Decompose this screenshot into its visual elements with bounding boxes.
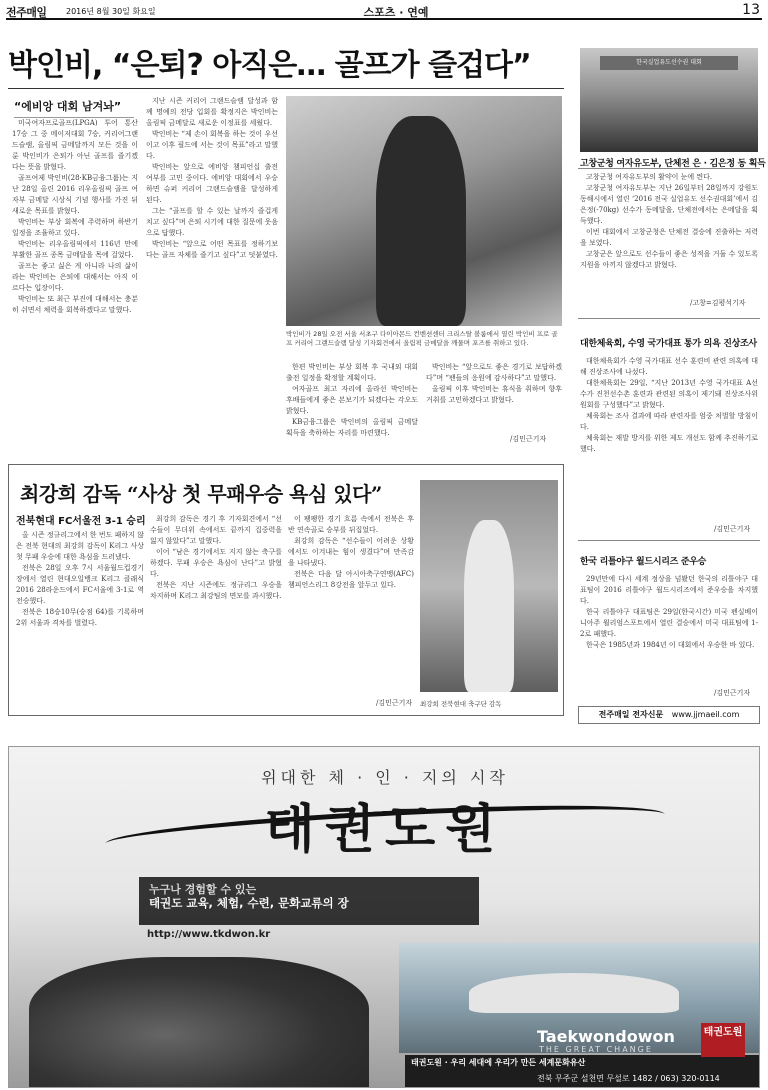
football-column-1 [16,530,144,708]
lead-column-2 [146,96,278,456]
football-headline: 최강희 감독 “사상 첫 무패우승 욕심 있다” [20,482,382,506]
ad-logo-wordmark: Taekwondowon [537,1027,675,1046]
paragraph: 고창군청 여자유도부의 활약이 눈에 띈다. [586,173,713,181]
ad-message-line-1: 누구나 경험할 수 있는 [149,883,257,896]
paragraph: 박인비는 “제 손이 회복을 하는 것이 우선이고 이후 필드에 서는 것이 목표”라고 말했다. [146,130,278,160]
coach-figure [464,520,514,692]
paragraph: 여자골프 최고 자리에 올라선 박인비는 후배들에게 좋은 본보기가 되겠다는 각오도 밝혔다. [286,385,418,415]
divider [578,540,760,541]
little-league-byline: /김민근기자 [714,689,751,697]
swimming-headline: 대한체육회, 수영 국가대표 통가 의욕 진상조사 [580,339,757,349]
paragraph: 박인비는 또 최근 부진에 대해서는 충분히 쉬면서 체력을 회복하겠다고 말했다. [12,295,138,314]
taekwondowon-advertisement[interactable] [8,746,760,1088]
football-byline: /김민근기자 [376,699,413,707]
paragraph: 박인비는 “앞으로 어떤 목표를 정하기보다는 골프 자체를 즐기고 싶다”고 덧붙였다. [146,240,278,259]
little-league-article-body [580,574,758,684]
paragraph: 최강희 감독은 “선수들이 어려운 상황에서도 이겨내는 힘이 생겼다”며 만족감을 나타냈다. [288,537,414,567]
e-paper-label: 전주매일 전자신문 [598,710,664,719]
divider [578,168,760,169]
paragraph: 최강희 감독은 경기 후 기자회견에서 “선수들이 무더위 속에서도 끝까지 집중력을 잃지 않았다”고 말했다. [150,515,282,545]
paragraph: 한편 박인비는 부상 회복 후 국내외 대회 출전 일정을 확정할 계획이다. [286,363,418,382]
ad-contact-info: 전북 무주군 설천면 무설로 1482 / 063) 320-0114 [537,1074,720,1083]
paragraph: 대한체육회는 29일, “지난 2013년 수영 국가대표 A선수가 진천선수촌 훈련과 관련된 의혹이 제기돼 진상조사위원회를 구성했다”고 밝혔다. [580,379,758,409]
divider [578,318,760,319]
paragraph: 올림픽 이후 박인비는 휴식을 취하며 향후 거취를 고민하겠다고 밝혔다. [426,385,562,404]
judo-team-photo [580,48,758,152]
issue-date: 2016년 8월 30일 화요일 [66,7,156,16]
paragraph: 골프는 좋고 싫은 게 아니라 나의 삶이라는 박인비는 은퇴에 대해서는 아직 이르다는 입장이다. [12,262,138,292]
football-column-2 [150,514,282,708]
paragraph: KB금융그룹은 박인비의 올림픽 금메달 획득을 축하하는 자리를 마련했다. [286,418,418,437]
ad-message-panel [139,877,479,925]
paragraph: 고창군은 앞으로도 선수들이 좋은 성적을 거둘 수 있도록 지원을 아끼지 않겠다고 밝혔다. [580,250,758,269]
paragraph: 전북은 지난 시즌에도 정규리그 우승을 차지하며 K리그 최강팀의 면모를 과시했다. [150,581,282,600]
lead-subhead: “에비앙 대회 남겨놔” [14,98,134,118]
paragraph: 한국은 1985년과 1984년 이 대회에서 우승한 바 있다. [586,641,755,649]
swimming-byline: /김민근기자 [714,525,751,533]
paragraph: 전북은 18승10무(승점 64)를 기록하며 2위 서울과 격차를 벌렸다. [16,608,144,627]
judo-event-banner: 한국실업유도선수권 대회 [600,56,738,70]
paragraph: 체육회는 재발 방지를 위한 제도 개선도 함께 추진하기로 했다. [580,434,758,453]
paragraph: 이 팽팽한 경기 흐름 속에서 전북은 후반 연속골로 승부를 뒤집었다. [288,515,414,534]
football-column-3 [288,514,414,694]
paragraph: 박인비는 부상 회복에 주력하며 하반기 일정을 조율하고 있다. [12,218,138,237]
paragraph: 박인비는 “앞으로도 좋은 경기로 보답하겠다”며 “팬들의 응원에 감사하다”고 말했다. [426,363,562,382]
ad-red-seal-logo: 태권도원 [701,1023,745,1057]
ad-brand-calligraphy: 태권도원 [264,799,506,860]
swimming-article-body [580,356,758,516]
ad-caption: 태권도원 · 우리 세대에 우리가 만든 세계문화유산 [411,1058,586,1067]
ad-slogan: THE GREAT CHANGE [539,1045,653,1054]
paragraph: 체육회는 조사 결과에 따라 관련자를 엄중 처벌할 방침이다. [580,412,758,431]
football-subhead: 전북현대 FC서울전 3-1 승리 [16,516,146,527]
paragraph: 이어 “남은 경기에서도 지지 않는 축구를 하겠다. 무패 우승은 욕심이 난다”고 밝혔다. [150,548,282,578]
paragraph: 대한체육회가 수영 국가대표 선수 훈련비 관련 의혹에 대해 진상조사에 나섰다. [580,357,758,376]
coach-photo-caption: 최강희 전북현대 축구단 감독 [420,700,502,708]
judo-byline: /고창=김평석기자 [690,299,746,307]
paragraph: 전북은 다음 달 아시아축구연맹(AFC) 챔피언스리그 8강전을 앞두고 있다. [288,570,414,589]
ad-tagline: 위대한 체 · 인 · 지의 시작 [261,768,509,787]
judo-article-body [580,172,758,294]
little-league-headline: 한국 리틀야구 월드시리즈 준우승 [580,557,707,567]
paragraph: 29년만에 다시 세계 정상을 넘봤던 한국의 리틀야구 대표팀이 2016 리틀야구 월드시리즈에서 준우승을 차지했다. [580,575,758,605]
lead-photo-caption: 박인비가 28일 오전 서울 서초구 다이아몬드 컨벤션센터 크리스탈 볼룸에서 열린 박인비 프로 골프 커리어 그랜드슬램 달성 기자회견에서 올림픽 금메달을 깨물며 포즈를 취하고 있다. [286,330,558,347]
paragraph: 올 시즌 정규리그에서 한 번도 패하지 않은 전북 현대의 최강희 감독이 K리그 사상 첫 무패 우승에 대한 욕심을 드러냈다. [16,531,144,561]
lead-byline: /김민근기자 [510,435,547,443]
judo-headline: 고창군청 여자유도부, 단체전 은 · 김은정 동 획득 [580,159,766,169]
lead-column-3 [286,362,418,456]
coach-photo [420,480,558,692]
paragraph: 지난 시즌 커리어 그랜드슬램 달성과 함께 명예의 전당 입회를 확정지은 박인비는 올림픽 금메달로 새로운 이정표를 세웠다. [146,97,278,127]
newspaper-logo: 전주매일 [6,6,47,19]
page-number: 13 [742,2,760,18]
paragraph: 전북은 28일 오후 7시 서울월드컵경기장에서 열린 현대오일뱅크 K리그 클래식 2016 28라운드에서 FC서울에 3-1로 역전승했다. [16,564,144,605]
paragraph: 박인비는 리우올림픽에서 116년 만에 부활한 골프 종목 금메달을 목에 걸었다. [12,240,138,259]
lead-column-4 [426,362,562,432]
paragraph: 골프여제 박인비(28·KB금융그룹)는 지난 28일 올린 2016 리우올림픽 골프 여자부 금메달 시상식 기념 행사를 가진 뒤 새로운 목표를 밝혔다. [12,174,138,215]
lead-divider [8,88,564,89]
e-paper-url[interactable]: www.jjmaeil.com [671,710,740,719]
e-paper-bar [578,706,760,724]
section-title: 스포츠 · 연예 [363,6,429,19]
paragraph: 그는 “골프를 할 수 있는 날까지 즐겁게 치고 싶다”며 은퇴 시기에 대한 질문에 웃음으로 답했다. [146,207,278,237]
lead-headline: 박인비, “은퇴? 아직은… 골프가 즐겁다” [8,48,531,83]
lead-photo [286,96,562,326]
ad-website-link[interactable]: http://www.tkdwon.kr [147,929,271,940]
paragraph: 한국 리틀야구 대표팀은 29일(한국시간) 미국 펜실베이니아주 윌리엄스포트에서 열린 결승에서 미국 대표팀에 1-2로 패했다. [580,608,758,638]
ad-training-hands-image [29,957,369,1087]
athlete-figure [376,116,466,326]
paragraph: 고창군청 여자유도부는 지난 26일부터 28일까지 강원도 동해시에서 열린 ‘2016 전국 실업유도 선수권대회’에서 김은정(-70kg) 선수가 동메달을, 단체전에서는 은메달을 획득했다. [580,184,758,225]
paragraph: 박인비는 앞으로 에비앙 챔피언십 출전 여부를 고민 중이다. 에비앙 대회에서 우승하면 슈퍼 커리어 그랜드슬램을 달성하게 된다. [146,163,278,204]
paragraph: 이번 대회에서 고창군청은 단체전 결승에 진출하는 저력을 보였다. [580,228,758,247]
lead-column-1 [12,118,138,456]
ad-message-line-2: 태권도 교육, 체험, 수련, 문화교류의 장 [149,896,349,910]
paragraph: 미국여자프로골프(LPGA) 투어 통산 17승 그 중 메이저대회 7승, 커리어그랜드슬램, 올림픽 금메달까지 모든 것을 이룬 박인비가 은퇴가 아닌 골프를 즐기겠다는 뜻을 밝혔다. [12,119,138,171]
masthead [6,4,762,20]
